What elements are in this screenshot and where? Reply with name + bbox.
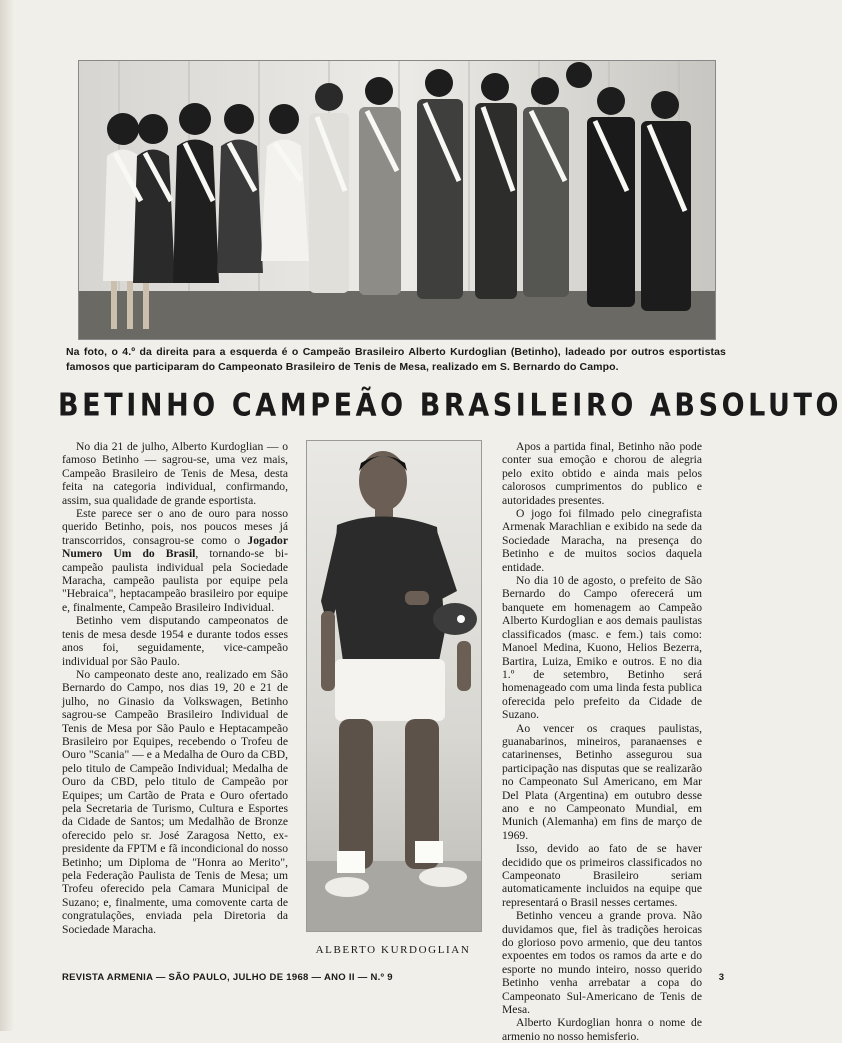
page-number: 3: [718, 972, 724, 983]
right-paragraph-6: Betinho venceu a grande prova. Não duvidamos que, fiel às tradições heroicas do glorioso povo armenio, que deu tantos expoentes em todos os ramos da arte e do esporte no mundo inteiro, nosso querido Betinho venha arrebatar a copa do Campeonato Sul-Americano de Tenis de Mesa.: [502, 909, 702, 1017]
right-paragraph-3: No dia 10 de agosto, o prefeito de São Bernardo do Campo oferecerá um banquete em homenagem ao Campeão Alberto Kurdoglian e aos demais paulistas classificados (masc. e fem.) tais como: Manoel Medina, Kuono, Helios Bezerra, Bartira, Luiza, Emiko e outros. E no dia 1.º de setembro, Betinho será homenageado com uma linda festa publica oferecida pelo prefeito da Cidade de Suzano.: [502, 574, 702, 722]
player-photo: [306, 440, 482, 932]
player-photo-caption: ALBERTO KURDOGLIAN: [315, 944, 471, 956]
left-paragraph-1: No dia 21 de julho, Alberto Kurdoglian — o famoso Betinho — sagrou-se, uma vez mais, Campeão Brasileiro de Tenis de Mesa, desta feita na categoria individual, confirmando, assim, sua qualidade de grande esportista.: [62, 440, 288, 507]
left-paragraph-4: No campeonato deste ano, realizado em São Bernardo do Campo, nos dias 19, 20 e 21 de julho, no Ginasio da Volkswagen, Betinho sagrou-se Campeão Brasileiro Individual de Tenis de Mesa por São Paulo e Heptacampeão Brasileiro por Equipes, recebendo o Trofeu de Ouro "Scania" — e a Medalha de Ouro da CBD, pelo titulo de Campeão Individual; Medalha de Ouro da CBD, pelo titulo de Campeão por Equipes; um Cartão de Prata e Ouro ofertado pela Secretaria de Turismo, Cultura e Esportes da Cidade de Santos; um Medalhão de Bronze oferecido pelo sr. José Zaragosa Netto, ex-presidente da FPTM e fã incondicional do nosso Betinho; um Diploma de "Honra ao Merito", pela Federação Paulista de Tenis de Mesa; um Trofeu oferecido pela Camara Municipal de Suzano; e, finalmente, uma comovente carta de congratulações, enviada pela Diretoria da Sociedade Maracha.: [62, 667, 288, 936]
left-paragraph-2: [62, 507, 288, 614]
article-left-column: [62, 440, 288, 936]
article-headline: BETINHO CAMPEÃO BRASILEIRO ABSOLUTO: [58, 388, 842, 424]
group-photo: [78, 60, 716, 340]
page-binding-edge: [0, 0, 14, 1031]
right-paragraph-1: Apos a partida final, Betinho não pode conter sua emoção e chorou de alegria pelo exito obtido e ainda mais pelos calorosos cumprimentos do publico e autoridades presentes.: [502, 440, 702, 507]
right-paragraph-7: Alberto Kurdoglian honra o nome de armenio no nosso hemisferio.: [502, 1016, 702, 1043]
group-photo-caption: Na foto, o 4.º da direita para a esquerda é o Campeão Brasileiro Alberto Kurdoglian (Betinho), ladeado por outros esportistas famosos que participaram do Campeonato Brasileiro de Tenis de Mesa, realizado em S. Bernardo do Campo.: [66, 346, 726, 373]
left-paragraph-2-emphasis: Jogador Numero Um do Brasil: [62, 533, 288, 561]
player-photo-illustration: [307, 441, 481, 931]
right-paragraph-5: Isso, devido ao fato de se haver decidido que os primeiros classificados no Campeonato Brasileiro seriam automaticamente incluidos na equipe que representará o Brasil nesses certames.: [502, 842, 702, 909]
left-paragraph-3: Betinho vem disputando campeonatos de tenis de mesa desde 1954 e durante todos esses anos foi, seguidamente, vice-campeão individual por São Paulo.: [62, 614, 288, 668]
right-paragraph-4: Ao vencer os craques paulistas, guanabarinos, mineiros, paranaenses e catarinenses, Betinho assegurou sua participação nas disputas que se realizarão no Campeonato Sul Americano, em Mar Del Plata (Argentina) em outubro desse ano e no Campeonato Mundial, em Munich (Alemanha) em fins de março de 1969.: [502, 721, 702, 842]
magazine-footer: REVISTA ARMENIA — SÃO PAULO, JULHO DE 1968 — ANO II — N.º 9: [62, 972, 393, 983]
right-paragraph-2: O jogo foi filmado pelo cinegrafista Armenak Marachlian e exibido na sede da Sociedade Maracha, na presença do Betinho e de muitos socios daquela entidade.: [502, 507, 702, 574]
left-paragraph-2-text-a: Este parece ser o ano de ouro para nosso querido Betinho, pois, nos poucos meses já transcorridos, consagrou-se como o: [62, 507, 288, 547]
article-right-column: [502, 440, 702, 1043]
left-paragraph-2-text-b: , tornando-se bi-campeão paulista individual pela Sociedade Maracha, campeão paulista por equipe pela "Hebraica", heptacampeão brasileiro por equipe e, finalmente, Campeão Brasileiro Individual.: [62, 547, 288, 614]
group-photo-illustration: [79, 61, 715, 339]
